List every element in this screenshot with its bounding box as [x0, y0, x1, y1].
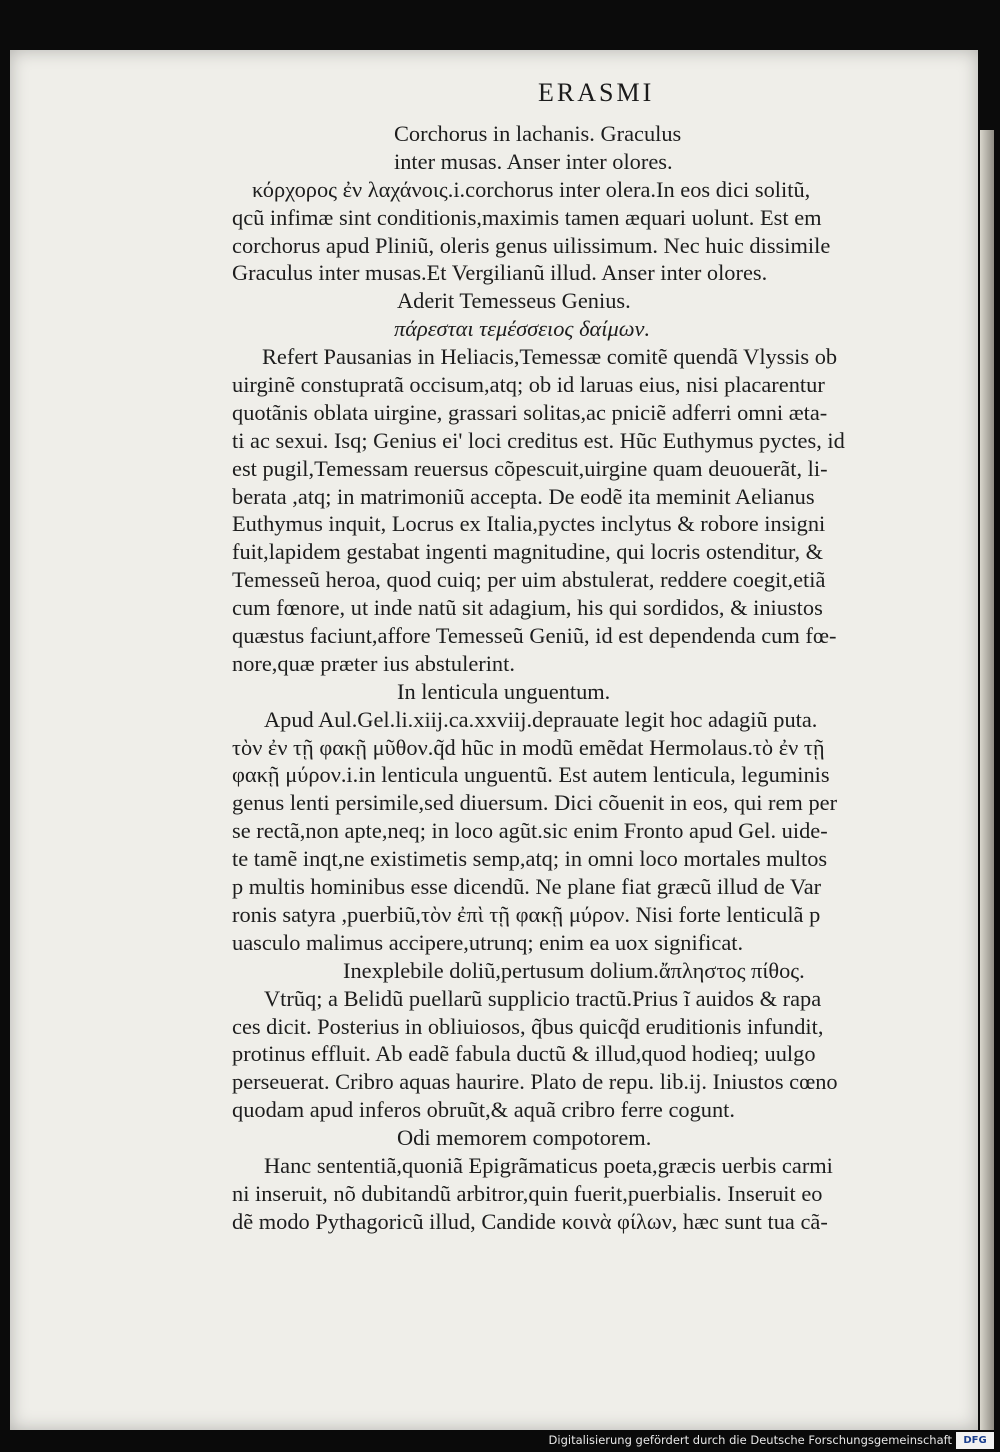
text-line: berata ,atq; in matrimoniũ accepta. De eodẽ ita meminit Aelianus	[232, 483, 815, 509]
text-line: te tamẽ inqt,ne existimetis semp,atq; in omni loco mortales multos	[232, 846, 828, 872]
adage-title: Corchorus in lachanis. Graculus	[394, 121, 682, 146]
text-line: τὸν ἐν τῇ φακῇ μῦθον.q̃d hũc in modũ emẽdat Hermolaus.τὸ ἐν τῇ	[232, 734, 825, 760]
adage-title: In lenticula unguentum.	[397, 678, 611, 704]
adage-title: inter musas. Anser inter olores.	[394, 148, 673, 174]
running-title: ERASMI	[538, 78, 655, 107]
dfg-logo: DFG	[956, 1432, 994, 1449]
body-text	[232, 120, 952, 1236]
funding-credit: Digitalisierung gefördert durch die Deutsche Forschungsgemeinschaft	[548, 1433, 952, 1447]
footer-bar	[0, 1430, 1000, 1452]
text-line: genus lenti persimile,sed diuersum. Dici cõuenit in eos, qui rem per	[232, 790, 838, 816]
text-line: quodam apud inferos obruũt,& aquã cribro ferre cogunt.	[232, 1097, 736, 1123]
text-line: Vtrũq; a Belidũ puellarũ supplicio tractũ.Prius ĩ auidos & rapa	[264, 985, 822, 1011]
text-line: Graculus inter musas.Et Vergilianũ illud. Anser inter olores.	[232, 260, 768, 286]
text-line: πάρεσται τεμέσσειος δαίμων.	[394, 316, 651, 342]
adage-title: Aderit Temesseus Genius.	[397, 288, 631, 314]
text-line: Apud Aul.Gel.li.xiij.ca.xxviij.deprauate legit hoc adagiũ puta.	[264, 706, 818, 732]
text-line: qcũ infimæ sint conditionis,maximis tamen æquari uolunt. Est em	[232, 204, 822, 230]
text-line: Temesseũ heroa, quod cuiq; per uim abstulerat, reddere coegit,etiã	[232, 567, 826, 593]
text-line: perseuerat. Cribro aquas haurire. Plato de repu. lib.ij. Iniustos cœno	[232, 1069, 838, 1095]
book-page	[10, 50, 978, 1430]
text-line: nore,quæ præter ius abstulerint.	[232, 650, 515, 676]
text-line: Refert Pausanias in Heliacis,Temessæ comitẽ quendã Vlyssis ob	[262, 344, 838, 370]
text-line: Euthymus inquit, Locrus ex Italia,pyctes inclytus & robore insigni	[232, 511, 826, 537]
text-line: ni inseruit, nõ dubitandũ arbitror,quin fuerit,puerbialis. Inseruit eo	[232, 1180, 823, 1206]
text-line: se rectã,non apte,neq; in loco agũt.sic enim Fronto apud Gel. uide-	[232, 818, 828, 844]
text-line: quotãnis oblata uirgine, grassari solitas,ac pniciẽ adferri omni æta-	[232, 399, 828, 425]
text-line: protinus effluit. Ab eadẽ fabula ductũ & illud,quod hodieq; uulgo	[232, 1041, 816, 1067]
text-line: quæstus faciunt,affore Temesseũ Geniũ, id est dependenda cum fœ-	[232, 623, 837, 649]
text-line: dẽ modo Pythagoricũ illud, Candide κοινὰ φίλων, hæc sunt tua cã-	[232, 1208, 828, 1234]
text-line: uasculo malimus accipere,utrunq; enim ea uox significat.	[232, 929, 744, 955]
text-line: ti ac sexui. Isq; Genius ei' loci creditus est. Hũc Euthymus pyctes, id	[232, 427, 845, 453]
page-edge	[980, 130, 994, 1430]
text-line: ronis satyra ,puerbiũ,τὸν ἐπὶ τῇ φακῇ μύρον. Nisi forte lenticulã p	[232, 901, 821, 927]
text-line: corchorus apud Pliniũ, oleris genus uilissimum. Nec huic dissimile	[232, 232, 831, 258]
text-line: fuit,lapidem gestabat ingenti magnitudine, qui locris ostenditur, &	[232, 539, 824, 565]
adage-title: Inexplebile doliũ,pertusum dolium.ἄπληστος πίθος.	[343, 957, 805, 983]
text-line: Hanc sententiã,quoniã Epigrãmaticus poeta,græcis uerbis carmi	[264, 1152, 833, 1178]
text-line: p multis hominibus esse dicendũ. Ne plane fiat græcũ illud de Var	[232, 874, 822, 900]
adage-title: Odi memorem compotorem.	[397, 1125, 652, 1151]
text-line: ces dicit. Posterius in obliuiosos, q̃bus quicq̃d eruditionis infundit,	[232, 1013, 824, 1039]
text-line: φακῇ μύρον.i.in lenticula unguentũ. Est autem lenticula, leguminis	[232, 762, 830, 788]
text-line: uirginẽ constupratã occisum,atq; ob id laruas eius, nisi placarentur	[232, 372, 825, 398]
text-line: est pugil,Temessam reuersus cõpescuit,uirgine quam deuouerãt, li-	[232, 455, 828, 481]
text-line: cum fœnore, ut inde natũ sit adagium, his qui sordidos, & iniustos	[232, 595, 823, 621]
text-line: κόρχορος ἐν λαχάνοις.i.corchorus inter olera.In eos dici solitũ,	[252, 176, 811, 202]
